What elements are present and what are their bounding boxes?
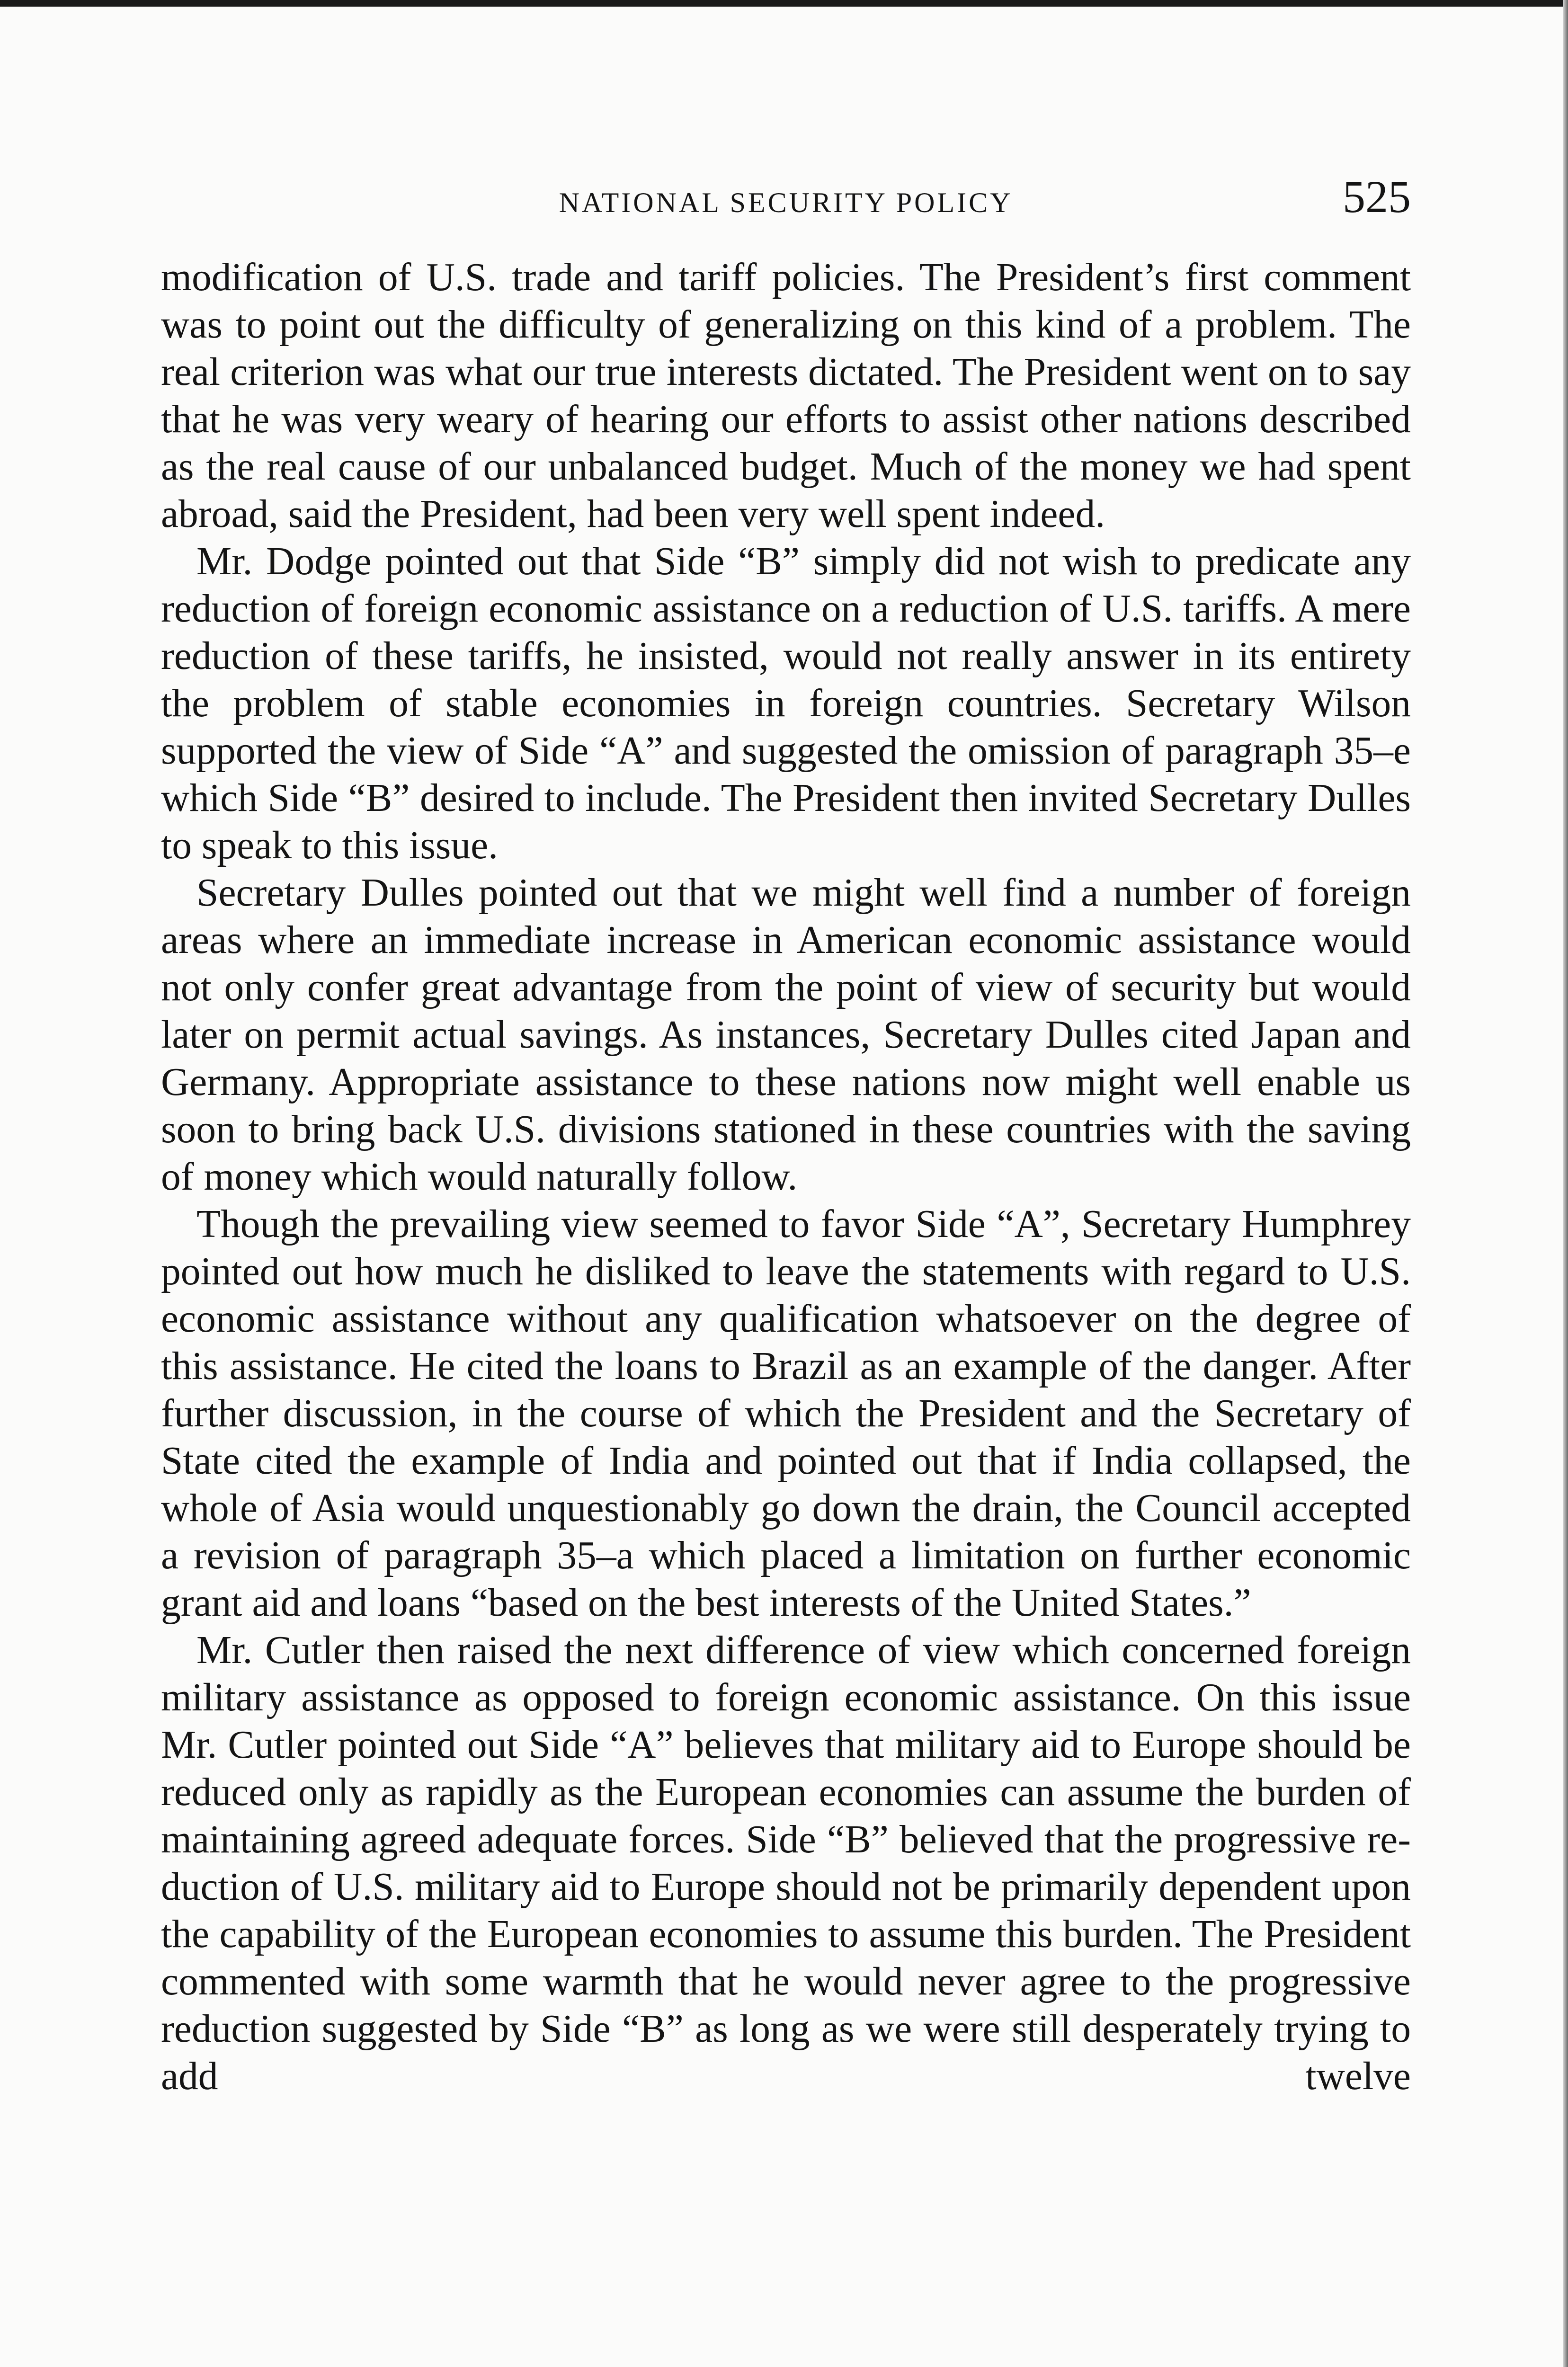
paragraph-1: modification of U.S. trade and tariff policies. The President’s first comment was to point out the difficulty of generalizing on this kind of a problem. The real criterion was what our true interests dictated. The President went on to say that he was very weary of hearing our efforts to assist other nations described as the real cause of our unbalanced budget. Much of the money we had spent abroad, said the President, had been very well spent indeed. xyxy=(161,256,1411,536)
paragraph-2: Mr. Dodge pointed out that Side “B” simply did not wish to predicate any reduction of foreign economic assistance on a reduction of U.S. tariffs. A mere reduction of these tariffs, he insisted, would not really answer in its entirety the problem of stable economies in foreign countries. Secretary Wilson supported the view of Side “A” and suggested the omission of paragraph 35–e which Side “B” desired to include. The President then invited Secretary Dulles to speak to this issue. xyxy=(161,540,1411,867)
page-top-edge xyxy=(0,0,1568,7)
paragraph-5: Mr. Cutler then raised the next difference of view which concerned foreign military assistance as opposed to foreign economic assistance. On this issue Mr. Cutler pointed out Side “A” believes that military aid to Europe should be reduced only as rapidly as the European economies can assume the burden of maintaining agreed adequate forces. Side “B” believed that the progressive reduction of U.S. military aid to Europe should not be primarily dependent upon the capability of the European economies to assume this burden. The President commented with some warmth that he would never agree to the progressive reduction suggested by Side “B” as long as we were still desperately trying to add twelve xyxy=(161,1628,1411,2098)
paragraph-4: Though the prevailing view seemed to favor Side “A”, Secretary Humphrey pointed out how much he disliked to leave the statements with regard to U.S. economic assistance without any qualification whatsoever on the degree of this assistance. He cited the loans to Brazil as an example of the danger. After further discussion, in the course of which the President and the Secretary of State cited the example of India and pointed out that if India collapsed, the whole of Asia would unquestionably go down the drain, the Council accepted a revision of paragraph 35–a which placed a limitation on further economic grant aid and loans “based on the best interests of the United States.” xyxy=(161,1202,1411,1625)
page-header xyxy=(161,170,1411,227)
page-number: 525 xyxy=(1343,171,1411,222)
paragraph-3: Secretary Dulles pointed out that we might well find a number of foreign areas where an immediate increase in American economic assistance would not only confer great advantage from the point of view of security but would later on permit actual savings. As instances, Secretary Dulles cited Japan and Germany. Appropriate assistance to these nations now might well enable us soon to bring back U.S. divisions stationed in these countries with the saving of money which would naturally follow. xyxy=(161,871,1411,1199)
body-text xyxy=(161,254,1411,2100)
running-head: NATIONAL SECURITY POLICY xyxy=(559,187,1013,218)
page-right-edge xyxy=(1563,0,1568,2367)
